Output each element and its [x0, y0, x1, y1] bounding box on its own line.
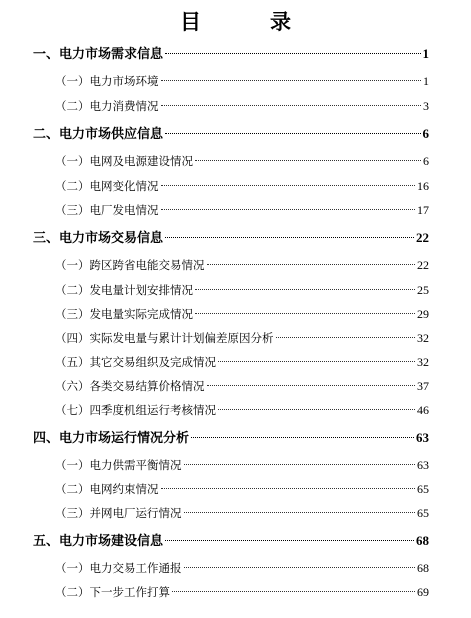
toc-section-entry — [33, 428, 429, 448]
toc-subsection-entry — [55, 455, 429, 475]
toc-entry-label: （一）电力供需平衡情况 — [55, 458, 182, 472]
toc-page-number: 6 — [422, 126, 429, 141]
toc-entry-label: （二）发电量计划安排情况 — [55, 283, 193, 297]
toc-dot-leader — [165, 237, 414, 238]
toc-entry-label: （二）电网约束情况 — [55, 482, 159, 496]
toc-section-entry — [33, 228, 429, 248]
toc-section-entry — [33, 44, 429, 64]
toc-entry-label: （六）各类交易结算价格情况 — [55, 379, 205, 393]
toc-dot-leader — [218, 409, 415, 410]
toc-page-number: 29 — [417, 307, 429, 321]
toc-page-number: 6 — [423, 154, 429, 168]
toc-dot-leader — [195, 160, 421, 161]
toc-page-number: 22 — [416, 230, 429, 245]
toc-subsection-entry — [55, 400, 429, 420]
toc-dot-leader — [165, 133, 420, 134]
toc-page-number: 16 — [417, 179, 429, 193]
toc-entry-label: （二）下一步工作打算 — [55, 585, 170, 599]
toc-subsection-entry — [55, 582, 429, 602]
toc-page-number: 32 — [417, 331, 429, 345]
toc-subsection-entry — [55, 352, 429, 372]
toc-dot-leader — [276, 337, 416, 338]
toc-dot-leader — [207, 264, 416, 265]
toc-page-number: 63 — [417, 458, 429, 472]
toc-entry-label: （一）电力市场环境 — [55, 74, 159, 88]
toc-page-number: 68 — [417, 561, 429, 575]
toc-dot-leader — [161, 185, 416, 186]
toc-entry-label: （二）电力消费情况 — [55, 99, 159, 113]
toc-section-entry — [33, 124, 429, 144]
toc-entry-label: 一、电力市场需求信息 — [33, 47, 164, 62]
toc-title: 目 录 — [180, 9, 315, 34]
toc-page-number: 68 — [416, 533, 429, 548]
toc-dot-leader — [184, 464, 416, 465]
toc-dot-leader — [184, 567, 416, 568]
toc-page-number: 65 — [417, 482, 429, 496]
toc-entry-label: （三）并网电厂运行情况 — [55, 506, 182, 520]
toc-subsection-entry — [55, 503, 429, 523]
toc-dot-leader — [218, 361, 415, 362]
toc-entry-label: （一）电网及电源建设情况 — [55, 154, 193, 168]
toc-page-number: 65 — [417, 506, 429, 520]
toc-entry-label: （一）电力交易工作通报 — [55, 561, 182, 575]
toc-entry-label: （一）跨区跨省电能交易情况 — [55, 258, 205, 272]
toc-dot-leader — [195, 313, 415, 314]
toc-subsection-entry — [55, 376, 429, 396]
toc-dot-leader — [161, 80, 422, 81]
toc-entry-label: （二）电网变化情况 — [55, 179, 159, 193]
toc-page-number: 1 — [423, 74, 429, 88]
toc-dot-leader — [172, 591, 415, 592]
toc-entry-label: （五）其它交易组织及完成情况 — [55, 355, 216, 369]
toc-page-number: 25 — [417, 283, 429, 297]
toc-section-entry — [33, 531, 429, 551]
toc-entry-label: 五、电力市场建设信息 — [33, 534, 164, 549]
toc-subsection-entry — [55, 71, 429, 91]
toc-page-number: 63 — [416, 430, 429, 445]
toc-dot-leader — [165, 53, 420, 54]
toc-entry-label: 三、电力市场交易信息 — [33, 231, 164, 246]
toc-entry-label: （三）电厂发电情况 — [55, 203, 159, 217]
toc-subsection-entry — [55, 304, 429, 324]
toc-page-number: 3 — [423, 99, 429, 113]
toc-subsection-entry — [55, 200, 429, 220]
toc-entry-label: （三）发电量实际完成情况 — [55, 307, 193, 321]
toc-page-number: 22 — [417, 258, 429, 272]
toc-dot-leader — [184, 512, 416, 513]
toc-entry-label: 二、电力市场供应信息 — [33, 127, 164, 142]
toc-dot-leader — [161, 105, 422, 106]
toc-dot-leader — [195, 289, 415, 290]
toc-entry-label: （四）实际发电量与累计计划偏差原因分析 — [55, 331, 274, 345]
toc-subsection-entry — [55, 96, 429, 116]
toc-subsection-entry — [55, 151, 429, 171]
toc-dot-leader — [161, 209, 416, 210]
toc-dot-leader — [191, 437, 414, 438]
toc-page-number: 17 — [417, 203, 429, 217]
toc-entry-label: 四、电力市场运行情况分析 — [33, 431, 190, 446]
toc-page-number: 1 — [422, 46, 429, 61]
toc-dot-leader — [207, 385, 416, 386]
toc-page-number: 46 — [417, 403, 429, 417]
toc-subsection-entry — [55, 558, 429, 578]
toc-subsection-entry — [55, 176, 429, 196]
toc-page-number: 37 — [417, 379, 429, 393]
toc-subsection-entry — [55, 280, 429, 300]
toc-page-number: 32 — [417, 355, 429, 369]
toc-dot-leader — [165, 540, 414, 541]
toc-subsection-entry — [55, 328, 429, 348]
toc-page-number: 69 — [417, 585, 429, 599]
toc-dot-leader — [161, 488, 416, 489]
toc-subsection-entry — [55, 255, 429, 275]
toc-subsection-entry — [55, 479, 429, 499]
toc-entry-label: （七）四季度机组运行考核情况 — [55, 403, 216, 417]
